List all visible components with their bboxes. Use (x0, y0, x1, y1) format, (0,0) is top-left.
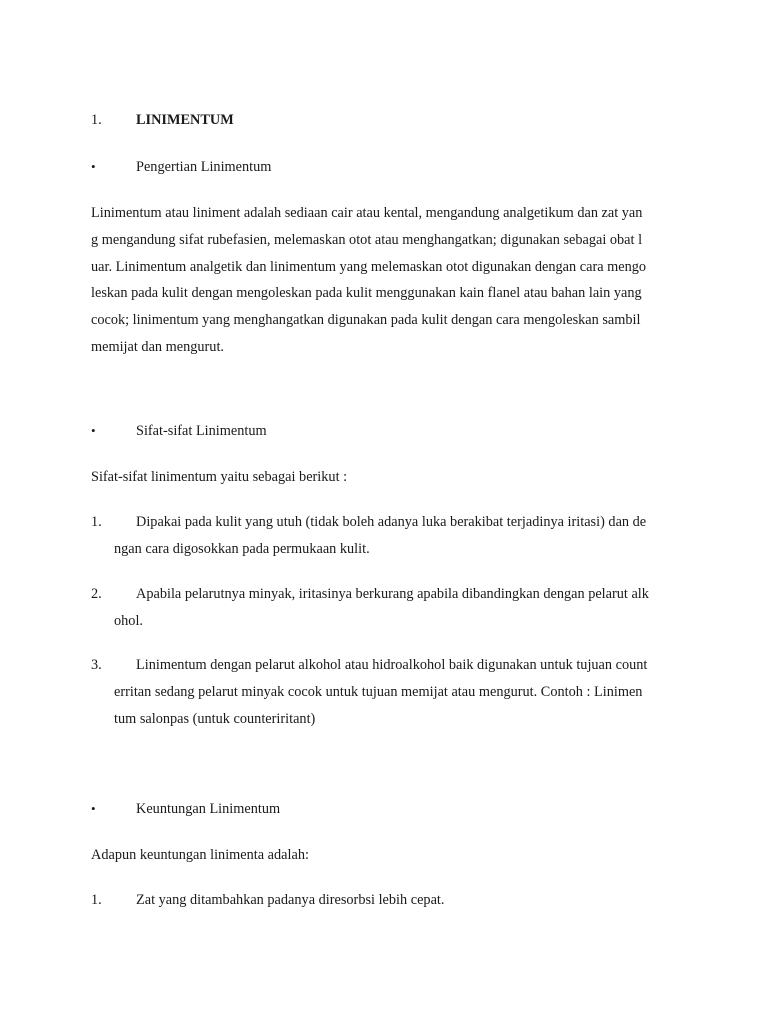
list-item-line: Zat yang ditambahkan padanya diresorbsi lebih cepat. (136, 892, 445, 908)
list-item-line: Apabila pelarutnya minyak, iritasinya berkurang apabila dibandingkan dengan pelarut alk (136, 586, 649, 602)
list-number: 3. (91, 657, 102, 673)
list-number: 1. (91, 514, 102, 530)
subsection-title: Sifat-sifat Linimentum (136, 423, 267, 439)
subsection-title: Pengertian Linimentum (136, 159, 272, 175)
paragraph-line: cocok; linimentum yang menghangatkan digunakan pada kulit dengan cara mengoleskan sambil (91, 312, 641, 328)
intro-text: Sifat-sifat linimentum yaitu sebagai berikut : (91, 469, 348, 485)
list-item-line: erritan sedang pelarut minyak cocok untuk tujuan memijat atau mengurut. Contoh : Linimen (114, 684, 643, 700)
list-number: 2. (91, 586, 102, 602)
list-item-line: ohol. (114, 613, 143, 629)
bullet-icon: • (91, 801, 96, 816)
bullet-icon: • (91, 159, 96, 174)
paragraph-line: Linimentum atau liniment adalah sediaan cair atau kental, mengandung analgetikum dan zat yan (91, 205, 643, 221)
paragraph-line: memijat dan mengurut. (91, 339, 225, 355)
heading-number: 1. (91, 112, 102, 128)
list-item-line: tum salonpas (untuk counteriritant) (114, 711, 316, 727)
paragraph-line: uar. Linimentum analgetik dan linimentum yang melemaskan otot digunakan dengan cara mengo (91, 259, 647, 275)
intro-text: Adapun keuntungan linimenta adalah: (91, 847, 309, 863)
bullet-icon: • (91, 423, 96, 438)
subsection-title: Keuntungan Linimentum (136, 801, 281, 817)
list-item-line: Dipakai pada kulit yang utuh (tidak boleh adanya luka berakibat terjadinya iritasi) dan de (136, 514, 647, 530)
list-item-line: Linimentum dengan pelarut alkohol atau hidroalkohol baik digunakan untuk tujuan count (136, 657, 648, 673)
list-number: 1. (91, 892, 102, 908)
heading-title: LINIMENTUM (136, 112, 234, 128)
paragraph-line: leskan pada kulit dengan mengoleskan pada kulit menggunakan kain flanel atau bahan lain yang (91, 285, 642, 301)
paragraph-line: g mengandung sifat rubefasien, melemaskan otot atau menghangatkan; digunakan sebagai obat l (91, 232, 643, 248)
list-item-line: ngan cara digosokkan pada permukaan kulit. (114, 541, 370, 557)
